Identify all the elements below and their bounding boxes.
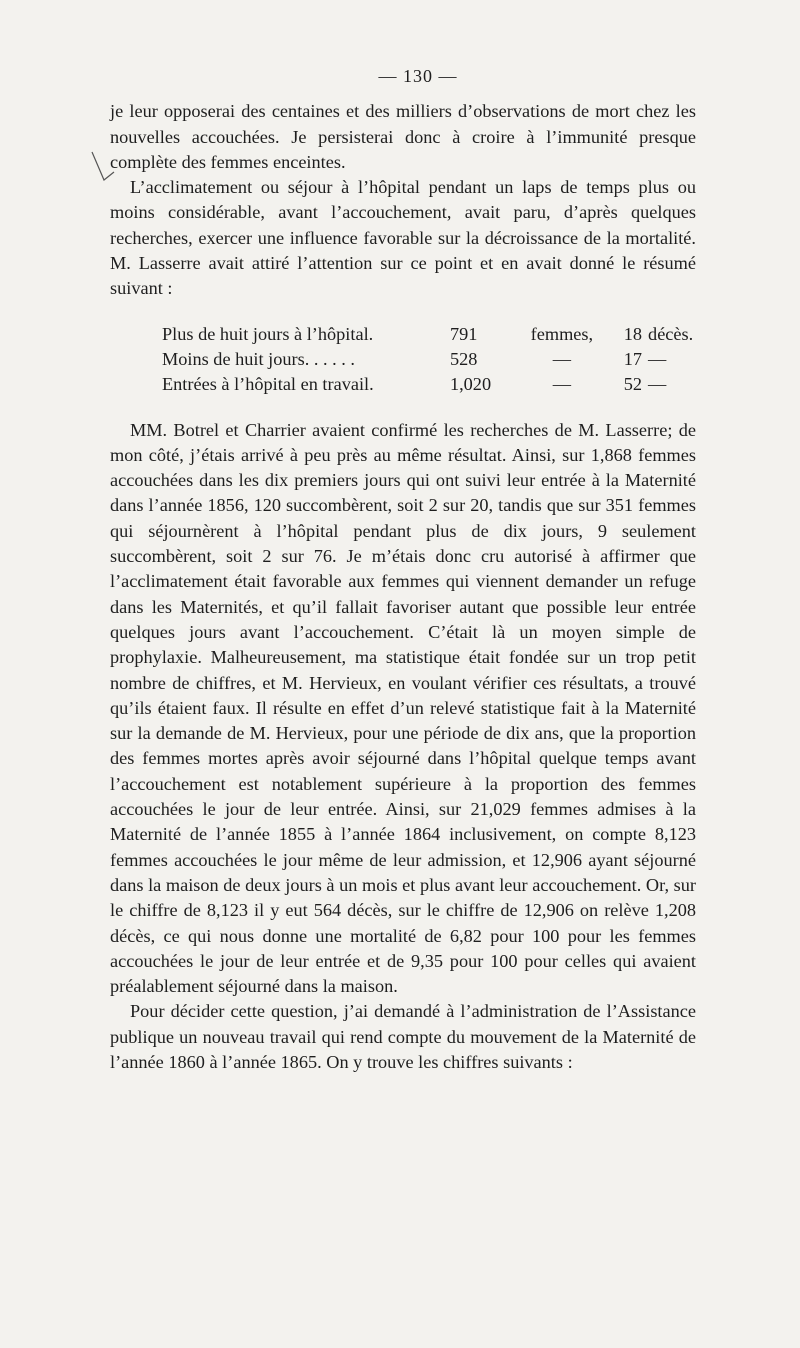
page-number: — 130 — (378, 66, 458, 86)
stats-count: 1,020 (449, 374, 492, 395)
paragraph-acclimatement: L’acclimatement ou séjour à l’hôpital pendant un laps de temps plus ou moins considérable, avant l’accouchement, avait paru, d’après quelques recherches, exercer une influence favorable sur la décroissance de la mortalité. M. Lasserre avait attiré l’attention sur ce point et en avait donné le résumé suivant : (110, 177, 696, 299)
stats-deaths: 17 (623, 348, 643, 369)
stats-label: Moins de huit jours. . . . . . (162, 348, 355, 369)
paragraph-continuation: je leur opposerai des centaines et des milliers d’observations de mort chez les nouvelles accouchées. Je persisterai donc à croire à l’immunité presque complète des femmes enceintes. (110, 101, 696, 172)
stats-unit: femmes, (530, 323, 594, 344)
stats-row (162, 322, 696, 347)
stats-deaths: 52 (623, 374, 643, 395)
stats-row (162, 347, 696, 372)
paragraph-botrel-charrier: MM. Botrel et Charrier avaient confirmé les recherches de M. Lasserre; de mon côté, j’étais arrivé à peu près au même résultat. Ainsi, sur 1,868 femmes accouchées dans les dix premiers jours qui ont suivi leur entrée à la Maternité dans l’année 1856, 120 succombèrent, soit 2 sur 20, tandis que sur 351 femmes qui séjournèrent à l’hôpital pendant plus de dix jours, 9 seulement succombèrent, soit 2 sur 76. Je m’étais donc cru autorisé à affirmer que l’acclimatement était favorable aux femmes qui viennent demander un refuge dans les Maternités, et qu’il fallait favoriser autant que possible leur entrée quelques jours avant l’accouchement. C’était là un moyen simple de prophylaxie. Malheureusement, ma statistique était fondée sur un trop petit nombre de chiffres, et M. Hervieux, en voulant vérifier ces résultats, a trouvé qu’ils étaient faux. Il résulte en effet d’un relevé statistique fait à la Maternité sur la demande de M. Hervieux, pour une période de dix ans, que la proportion des femmes mortes après avoir séjourné dans l’hôpital quelque temps avant l’accouchement est notablement supérieure à la proportion des femmes accouchées le jour de leur entrée. Ainsi, sur 21,029 femmes admises à la Maternité de l’année 1855 à l’année 1864 inclusivement, on compte 8,123 femmes accouchées le jour même de leur admission, et 12,906 ayant séjourné dans la maison de deux jours à un mois et plus avant leur accouchement. Or, sur le chiffre de 8,123 il y eut 564 décès, sur le chiffre de 12,906 on relève 1,208 décès, ce qui nous donne une mortalité de 6,82 pour 100 pour les femmes accouchées le jour de leur entrée et de 9,35 pour 100 pour celles qui avaient préalablement séjourné dans la maison. (110, 419, 696, 997)
stats-row (162, 372, 696, 397)
stats-label: Entrées à l’hôpital en travail. (162, 374, 374, 395)
stats-count: 528 (449, 348, 478, 369)
lasserre-stats-table (162, 322, 696, 398)
stats-deaths: 18 (623, 323, 643, 344)
stats-deaths-unit: décès. (648, 323, 694, 344)
stats-unit: — (552, 374, 572, 395)
stats-label: Plus de huit jours à l’hôpital. (162, 323, 374, 344)
stats-deaths-unit: — (648, 348, 667, 369)
stats-unit: — (552, 348, 572, 369)
book-page (110, 64, 696, 1075)
paragraph-assistance-publique: Pour décider cette question, j’ai demandé à l’administration de l’Assistance publique un nouveau travail qui rend compte du mouvement de la Maternité de l’année 1860 à l’année 1865. On y trouve les chiffres suivants : (110, 1001, 696, 1072)
stats-deaths-unit: — (648, 374, 667, 395)
stats-count: 791 (449, 323, 478, 344)
